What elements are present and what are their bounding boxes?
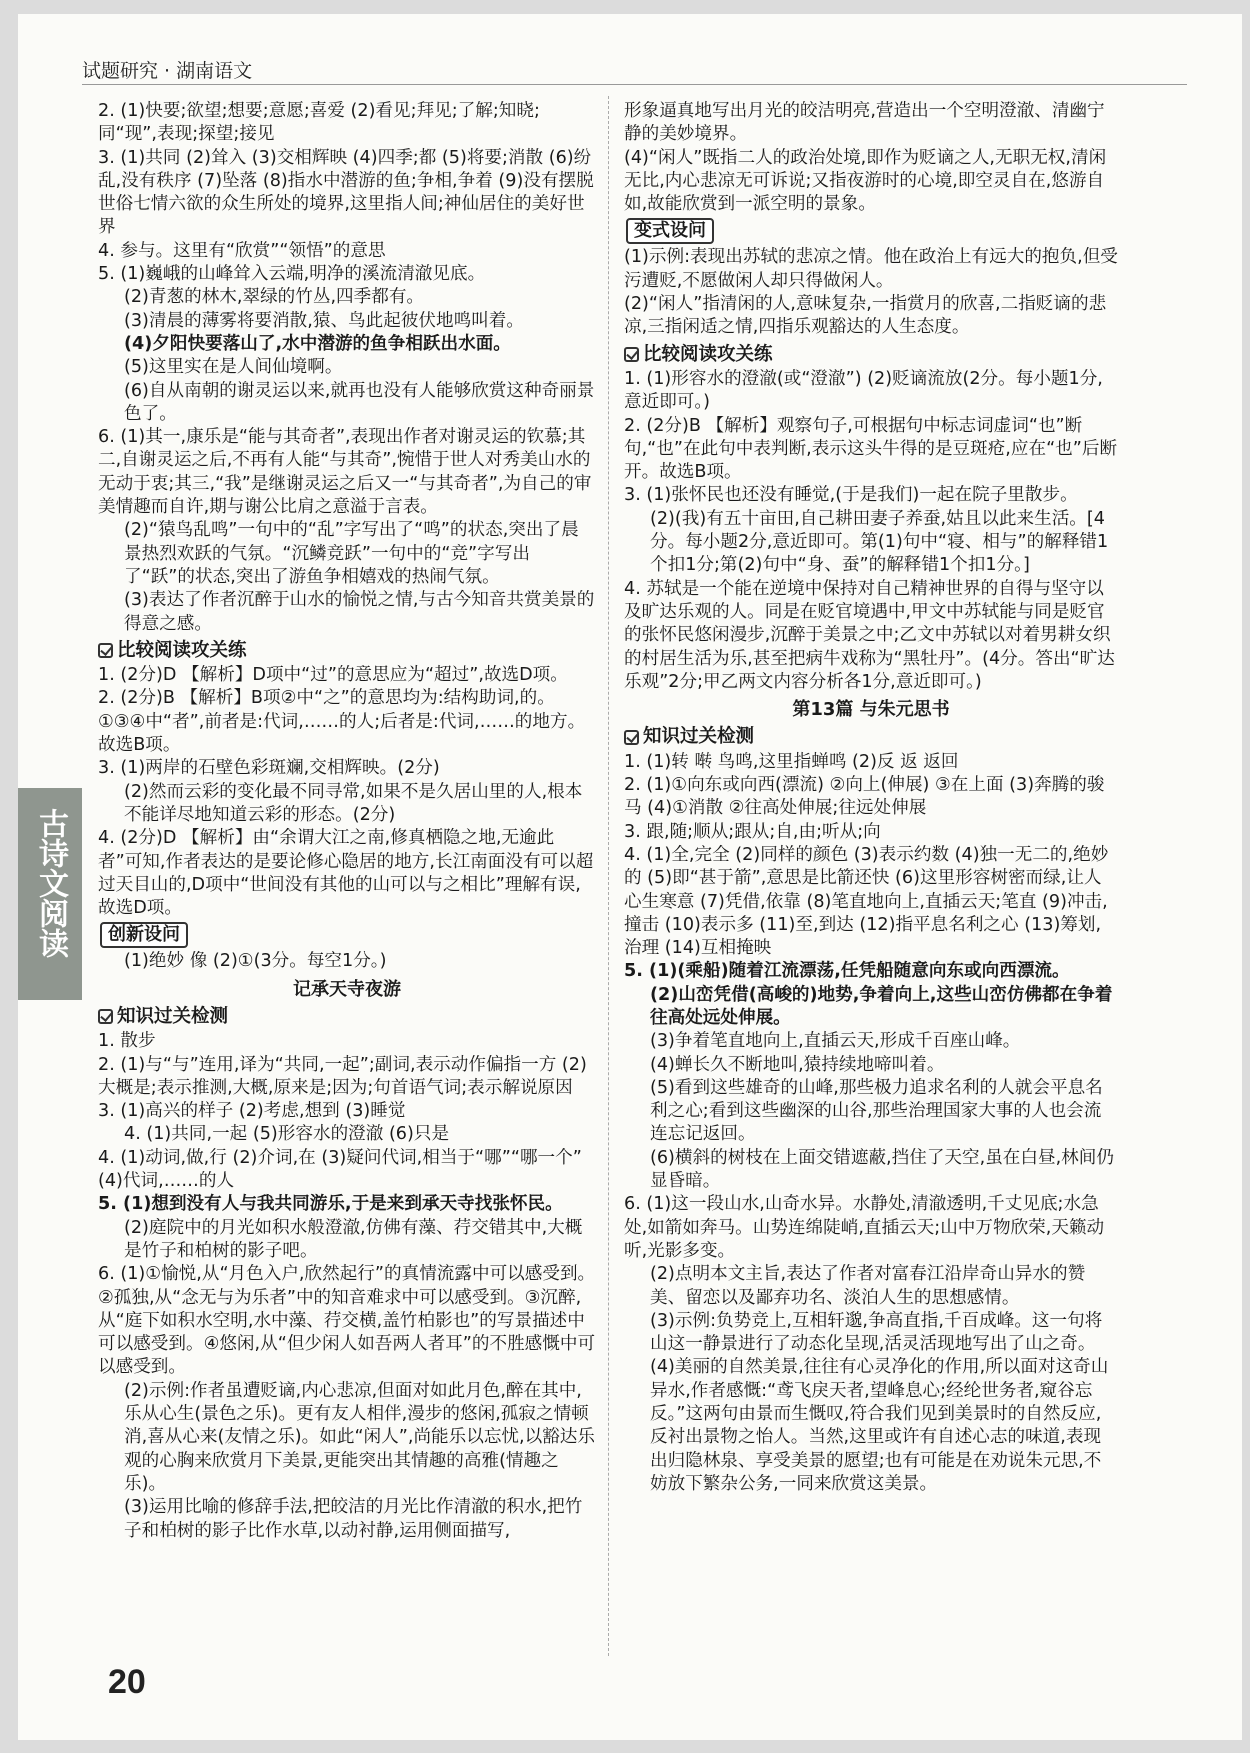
- knowledge-2: 2. (1)与“与”连用,译为“共同,一起”;副词,表示动作偏指一方 (2)大概是;表示推测,大概,原来是;因为;句首语气词;表示解说原因: [98, 1054, 587, 1098]
- page-number: 20: [108, 1663, 146, 1701]
- answer-6-3: (3)表达了作者沉醉于山水的愉悦之情,与古今知音共赏美景的得意之感。: [124, 590, 595, 634]
- knowledge-1: 1. 散步: [98, 1031, 156, 1052]
- innovative-question-label: 创新设问: [100, 922, 188, 948]
- compare-3-2: (2)然而云彩的变化最不同寻常,如果不是久居山里的人,根本不能详尽地知道云彩的形态。(2分): [124, 781, 583, 825]
- compare-1: 1. (2分)D 【解析】D项中“过”的意思应为“超过”,故选D项。: [98, 665, 568, 686]
- answer-5-6: (6)自从南朝的谢灵运以来,就再也没有人能够欣赏这种奇丽景色了。: [124, 380, 595, 424]
- r-knowledge-6-1: 6. (1)这一段山水,山奇水异。水静处,清澈透明,千丈见底;水急处,如箭如奔马。山势连绵陡峭,直插云天;山中万物欣荣,天籁动听,光影多变。: [624, 1194, 1105, 1261]
- r-knowledge-2: 2. (1)①向东或向西(漂流) ②向上(伸展) ③在上面 (3)奔腾的骏马 (4)①消散 ②往高处伸展;往远处伸展: [624, 775, 1105, 819]
- section-knowledge-check: [98, 1005, 596, 1028]
- r-knowledge-5-6: (6)横斜的树枝在上面交错遮蔽,挡住了天空,虽在白昼,林间仍显昏暗。: [650, 1147, 1114, 1192]
- answer-2: 2. (1)快要;欲望;想要;意愿;喜爱 (2)看见;拜见;了解;知晓;同“现”,表现;探望;接见: [98, 101, 540, 145]
- answer-3: 3. (1)共同 (2)耸入 (3)交相辉映 (4)四季;都 (5)将要;消散 (6)纷乱,没有秩序 (7)坠落 (8)指水中潜游的鱼;争相,争着 (9)没有摆脱世俗七情六欲的众生所处的境界,这里指人间;神仙居住的美好世界: [98, 147, 594, 238]
- answer-6-2: (2)“猿鸟乱鸣”一句中的“乱”字写出了“鸣”的状态,突出了晨景热烈欢跃的气氛。“沉鳞竞跃”一句中的“竞”字写出了“跃”的状态,突出了游鱼争相嬉戏的热闹气氛。: [124, 520, 579, 587]
- knowledge-3: 3. (1)高兴的样子 (2)考虑,想到 (3)睡觉: [98, 1101, 406, 1122]
- r-knowledge-3: 3. 跟,随;顺从;跟从;自,由;听从;向: [624, 821, 881, 842]
- r-knowledge-4: 4. (1)全,完全 (2)同样的颜色 (3)表示约数 (4)独一无二的,绝妙的 (5)即“甚于箭”,意思是比箭还快 (6)这里形容树密而绿,让人心生寒意 (7)凭借,依靠 (8)笔直地向上,直插云天;笔直 (9)冲击,撞击 (10)表示多 (11)至,到达 (12)指平息名利之心 (13)筹划,治理 (14)互相掩映: [624, 844, 1109, 959]
- r-knowledge-5-5: (5)看到这些雄奇的山峰,那些极力追求名利的人就会平息名利之心;看到这些幽深的山谷,那些治理国家大事的人也会流连忘记返回。: [650, 1077, 1103, 1145]
- left-column: [98, 100, 596, 1543]
- section-knowledge-check-2: [624, 725, 1118, 748]
- right-answer-4: (4)“闲人”既指二人的政治处境,即作为贬谪之人,无职无权,清闲无比,内心悲凉无可诉说;又指夜游时的心境,即空灵自在,悠游自如,故能欣赏到一派空明的景象。: [624, 147, 1107, 215]
- section-title: 比较阅读攻关练: [117, 639, 247, 661]
- variant-2: (2)“闲人”指清闲的人,意味复杂,一指赏月的欣喜,二指贬谪的悲凉,三指闲适之情,四指乐观豁达的人生态度。: [624, 294, 1107, 338]
- knowledge-5-1: 5. (1)想到没有人与我共同游乐,于是来到承天寺找张怀民。: [98, 1194, 563, 1215]
- section-title: 比较阅读攻关练: [643, 343, 773, 365]
- column-divider: [608, 96, 609, 1656]
- r-knowledge-6-3: (3)示例:负势竞上,互相轩邈,争高直指,千百成峰。这一句将山这一静景进行了动态化呈现,活灵活现地写出了山之奇。: [650, 1310, 1103, 1355]
- answer-5-4: (4)夕阳快要落山了,水中潜游的鱼争相跃出水面。: [124, 333, 511, 354]
- r-knowledge-1: 1. (1)转 啭 鸟鸣,这里指蝉鸣 (2)反 返 返回: [624, 751, 959, 772]
- variant-1: (1)示例:表现出苏轼的悲凉之情。他在政治上有远大的抱负,但受污遭贬,不愿做闲人却只得做闲人。: [624, 247, 1118, 291]
- r-compare-4: 4. 苏轼是一个能在逆境中保持对自己精神世界的自得与坚守以及旷达乐观的人。同是在贬官境遇中,甲文中苏轼能与同是贬官的张怀民悠闲漫步,沉醉于美景之中;乙文中苏轼以对着男耕女织的村居生活为乐,甚至把病牛戏称为“黑牡丹”。(4分。答出“旷达乐观”2分;甲乙两文内容分析各1分,意近即可。): [624, 578, 1115, 692]
- compare-4: 4. (2分)D 【解析】由“余谓大江之南,修真栖隐之地,无逾此者”可知,作者表达的是要论修心隐居的地方,长江南面没有可以超过天目山的,D项中“世间没有其他的山可以与之相比”理解有误,故选D项。: [98, 828, 594, 919]
- check-icon: [624, 730, 639, 745]
- r-knowledge-5-2: (2)山峦凭借(高峻的)地势,争着向上,这些山峦仿佛都在争着往高处远处伸展。: [650, 984, 1113, 1028]
- answer-6-1: 6. (1)其一,康乐是“能与其奇者”,表现出作者对谢灵运的钦慕;其二,自谢灵运之后,不再有人能“与其奇”,惋惜于世人对秀美山水的无动于衷;其三,“我”是继谢灵运之后又一“与其奇者”,为自己的审美情趣而自许,期与谢公比肩之意溢于言表。: [98, 427, 592, 518]
- answer-5-1: 5. (1)巍峨的山峰耸入云端,明净的溪流清澈见底。: [98, 264, 486, 285]
- knowledge-6-2: (2)示例:作者虽遭贬谪,内心悲凉,但面对如此月色,醉在其中,乐从心生(景色之乐)。更有友人相伴,漫步的悠闲,孤寂之情顿消,喜从心来(友情之乐)。如此“闲人”,尚能乐以忘忧,以豁达乐观的心胸来欣赏月下美景,更能突出其情趣的高雅(情趣之乐)。: [124, 1380, 595, 1494]
- knowledge-6-3: (3)运用比喻的修辞手法,把皎洁的月光比作清澈的积水,把竹子和柏树的影子比作水草,以动衬静,运用侧面描写,: [124, 1497, 583, 1541]
- section-compare-reading: [98, 639, 596, 662]
- answer-5-5: (5)这里实在是人间仙境啊。: [124, 357, 343, 378]
- side-tab: [18, 788, 82, 1000]
- r-knowledge-5-3: (3)争着笔直地向上,直插云天,形成千百座山峰。: [650, 1031, 1021, 1052]
- right-continuation: 形象逼真地写出月光的皎洁明亮,营造出一个空明澄澈、清幽宁静的美妙境界。: [624, 101, 1105, 145]
- section-title: 知识过关检测: [117, 1005, 229, 1027]
- r-knowledge-5-1: 5. (1)(乘船)随着江流漂荡,任凭船随意向东或向西漂流。: [624, 961, 1070, 982]
- compare-2: 2. (2分)B 【解析】B项②中“之”的意思均为:结构助词,的。①③④中“者”,前者是:代词,……的人;后者是:代词,……的地方。故选B项。: [98, 688, 586, 756]
- r-knowledge-6-2: (2)点明本文主旨,表达了作者对富春江沿岸奇山异水的赞美、留恋以及鄙弃功名、淡泊人生的思想感情。: [650, 1264, 1086, 1308]
- check-icon: [624, 347, 639, 362]
- article-title-13: 第13篇 与朱元思书: [792, 699, 950, 721]
- knowledge-3-cont: 4. (1)共同,一起 (5)形容水的澄澈 (6)只是: [124, 1124, 450, 1145]
- variant-question-label: 变式设问: [626, 218, 714, 244]
- r-compare-3-1: 3. (1)张怀民也还没有睡觉,(于是我们)一起在院子里散步。: [624, 485, 1078, 506]
- answer-5-2: (2)青葱的林木,翠绿的竹丛,四季都有。: [124, 287, 425, 308]
- answer-5-3: (3)清晨的薄雾将要消散,猿、鸟此起彼伏地鸣叫着。: [124, 310, 524, 331]
- answer-4: 4. 参与。这里有“欣赏”“领悟”的意思: [98, 240, 386, 261]
- header-rule: [82, 84, 1187, 85]
- compare-3-1: 3. (1)两岸的石壁色彩斑斓,交相辉映。(2分): [98, 758, 440, 779]
- r-compare-3-2: (2)(我)有五十亩田,自己耕田妻子养蚕,姑且以此来生活。[4分。每小题2分,意近即可。第(1)句中“寝、相与”的解释错1个扣1分;第(2)句中“身、蚕”的解释错1个扣1分。]: [650, 508, 1109, 576]
- article-title: 记承天寺夜游: [293, 978, 401, 1000]
- knowledge-5-2: (2)庭院中的月光如积水般澄澈,仿佛有藻、荇交错其中,大概是竹子和柏树的影子吧。: [124, 1217, 583, 1261]
- knowledge-6-1: 6. (1)①愉悦,从“月色入户,欣然起行”的真情流露中可以感受到。②孤独,从“念无与为乐者”中的知音难求中可以感受到。③沉醉,从“庭下如积水空明,水中藻、荇交横,盖竹柏影也”的写景描述中可以感受到。④悠闲,从“但少闲人如吾两人者耳”的不胜感慨中可以感受到。: [98, 1264, 596, 1378]
- r-compare-1: 1. (1)形容水的澄澈(或“澄澈”) (2)贬谪流放(2分。每小题1分,意近即可。): [624, 368, 1103, 413]
- section-compare-reading-2: [624, 343, 1118, 366]
- section-title: 知识过关检测: [643, 726, 755, 748]
- r-compare-2: 2. (2分)B 【解析】观察句子,可根据句中标志词虚词“也”断句,“也”在此句中表判断,表示这头牛得的是豆斑疮,应在“也”后断开。故选B项。: [624, 415, 1118, 483]
- knowledge-4: 4. (1)动词,做,行 (2)介词,在 (3)疑问代词,相当于“哪”“哪一个” (4)代词,……的人: [98, 1147, 582, 1192]
- innovative-answer: (1)绝妙 像 (2)①(3分。每空1分。): [124, 951, 387, 972]
- r-knowledge-5-4: (4)蝉长久不断地叫,猿持续地啼叫着。: [650, 1054, 945, 1075]
- check-icon: [98, 643, 113, 658]
- r-knowledge-6-4: (4)美丽的自然美景,往往有心灵净化的作用,所以面对这奇山异水,作者感慨:“鸢飞戾天者,望峰息心;经纶世务者,窥谷忘反。”这两句由景而生慨叹,符合我们见到美景时的自然反应,反衬出景物之怡人。当然,这里或许有自述心志的味道,表现出归隐林泉、享受美景的愿望;也有可能是在劝说朱元思,不妨放下繁杂公务,一同来欣赏这美景。: [650, 1357, 1109, 1494]
- side-tab-label: 古诗文阅读: [33, 808, 68, 958]
- check-icon: [98, 1009, 113, 1024]
- right-column: [624, 100, 1118, 1496]
- running-header: 试题研究 · 湖南语文: [82, 60, 253, 82]
